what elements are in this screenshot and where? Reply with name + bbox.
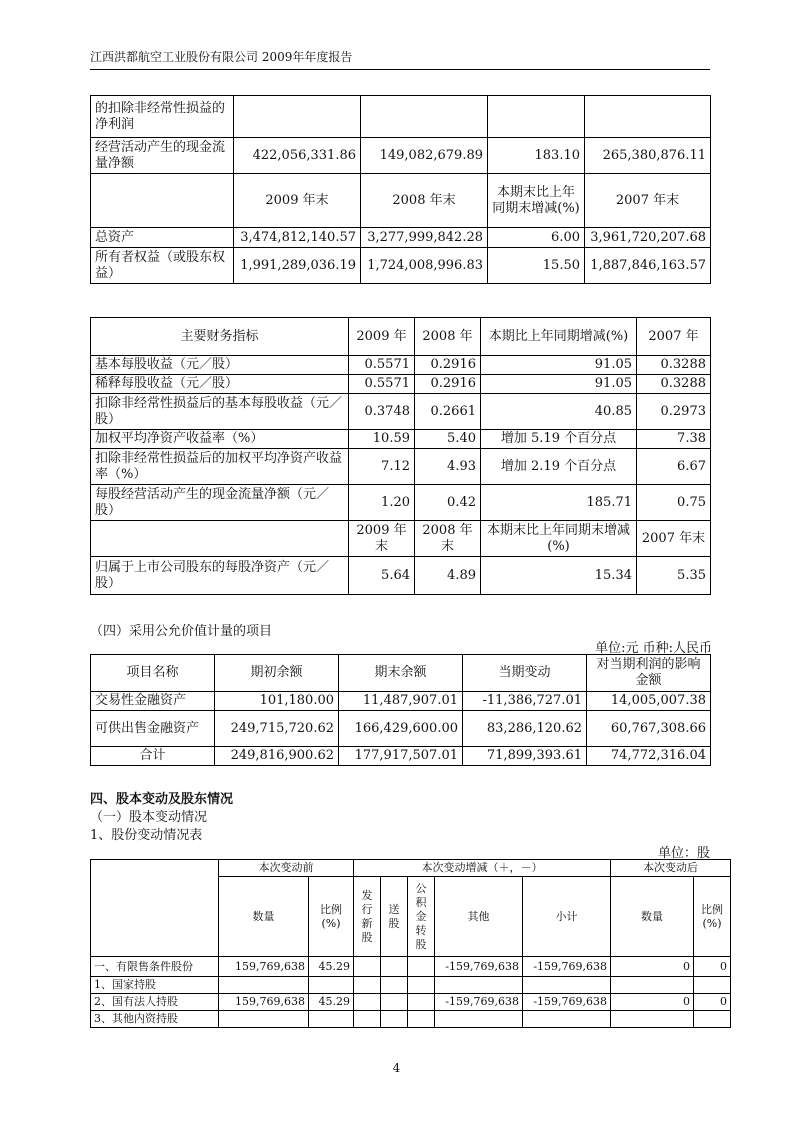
table-cell: -159,769,638: [435, 957, 523, 977]
table-cell: 1,887,846,163.57: [585, 248, 711, 284]
table-cell: 40.85: [481, 394, 637, 430]
table-cell: 0.2916: [415, 356, 481, 375]
table-subheader: [91, 174, 711, 228]
table-cell: [234, 96, 361, 138]
header-cell: 对当期利润的影响金额: [587, 655, 711, 692]
table-cell: [408, 994, 435, 1011]
table-row: [91, 138, 711, 174]
table-cell: 所有者权益（或股东权益）: [91, 248, 234, 284]
header-cell: 期末余额: [339, 655, 463, 692]
table-cell: 归属于上市公司股东的每股净资产（元／股）: [91, 557, 349, 595]
table-cell: 177,917,507.01: [339, 747, 463, 766]
header-cell: 比例(%): [694, 877, 731, 957]
table-cell: [219, 1011, 309, 1028]
header-cell: 2007 年: [637, 318, 711, 356]
header-cell: 比例(%): [309, 877, 354, 957]
table-row: [91, 96, 711, 138]
table-cell: 0.2973: [637, 394, 711, 430]
table-cell: -159,769,638: [523, 994, 611, 1011]
table-row: [91, 692, 711, 711]
table-cell: 扣除非经常性损益后的基本每股收益（元／股）: [91, 394, 349, 430]
table-cell: [354, 994, 381, 1011]
table-cell: 1.20: [349, 485, 415, 521]
table-cell: 71,899,393.61: [463, 747, 587, 766]
table-row: [91, 994, 731, 1011]
header-cell: 发行新股: [354, 877, 381, 957]
table-cell: 74,772,316.04: [587, 747, 711, 766]
table-cell: [435, 977, 523, 994]
table-cell: 6.67: [637, 449, 711, 485]
table-cell: 185.71: [481, 485, 637, 521]
table-cell: 60,767,308.66: [587, 711, 711, 747]
subsection-heading-share-changes: （一）股本变动情况: [90, 810, 208, 825]
table-row: [91, 394, 711, 430]
table-cell: 0.3288: [637, 375, 711, 394]
table-cell: [694, 977, 731, 994]
table-cell: 249,715,720.62: [215, 711, 339, 747]
table-cell: 2008 年末: [361, 174, 488, 228]
table-cell: 149,082,679.89: [361, 138, 488, 174]
table-cell: 45.29: [309, 957, 354, 977]
table-cell: [354, 1011, 381, 1028]
table-cell: 166,429,600.00: [339, 711, 463, 747]
table-cell: 2、国有法人持股: [91, 994, 219, 1011]
table-header: [91, 318, 711, 356]
table-group-header: [91, 860, 731, 877]
table-cell: [91, 521, 349, 557]
table-cell: 本期末比上年同期末增减(%): [481, 521, 637, 557]
table-cell: 增加 5.19 个百分点: [481, 430, 637, 449]
table-row: [91, 977, 731, 994]
table-cell: 0: [694, 957, 731, 977]
table-cell: 0.2916: [415, 375, 481, 394]
table-cell: 0.5571: [349, 375, 415, 394]
table-subheader: [91, 521, 711, 557]
table-cell: -159,769,638: [523, 957, 611, 977]
table-cell: [381, 957, 408, 977]
table-cell: 83,286,120.62: [463, 711, 587, 747]
table-cell: 45.29: [309, 994, 354, 1011]
table-cell: 159,769,638: [219, 957, 309, 977]
table-cell: 6.00: [488, 228, 585, 248]
page-header: 江西洪都航空工业股份有限公司 2009年年度报告: [90, 48, 710, 70]
table-cell: 183.10: [488, 138, 585, 174]
table-cell: [91, 860, 219, 957]
table-cell: [694, 1011, 731, 1028]
table-cell: 7.12: [349, 449, 415, 485]
share-change-table: [90, 859, 731, 1028]
table-row: [91, 228, 711, 248]
table-cell: 10.59: [349, 430, 415, 449]
table-cell: 一、有限售条件股份: [91, 957, 219, 977]
table-cell: [219, 977, 309, 994]
table-cell: 扣除非经常性损益后的加权平均净资产收益率（%）: [91, 449, 349, 485]
table-cell: 总资产: [91, 228, 234, 248]
table-cell: [611, 1011, 694, 1028]
table-cell: 4.89: [415, 557, 481, 595]
table-cell: 7.38: [637, 430, 711, 449]
table-cell: 422,056,331.86: [234, 138, 361, 174]
table-cell: 11,487,907.01: [339, 692, 463, 711]
table-cell: 3,277,999,842.28: [361, 228, 488, 248]
table-cell: 1,724,008,996.83: [361, 248, 488, 284]
table-row: [91, 356, 711, 375]
table-cell: 合计: [91, 747, 215, 766]
subsection-heading-change-table: 1、股份变动情况表: [90, 828, 203, 843]
table-cell: [488, 96, 585, 138]
table-cell: 2007 年末: [585, 174, 711, 228]
header-cell: 项目名称: [91, 655, 215, 692]
table-cell: 0.5571: [349, 356, 415, 375]
table-cell: [435, 1011, 523, 1028]
table-cell: 14,005,007.38: [587, 692, 711, 711]
table-cell: [381, 1011, 408, 1028]
table-cell: 稀释每股收益（元／股）: [91, 375, 349, 394]
table-row: [91, 711, 711, 747]
table-cell: 2009 年末: [349, 521, 415, 557]
header-cell: 公积金转股: [408, 877, 435, 957]
header-cell: 数量: [219, 877, 309, 957]
table-cell: 249,816,900.62: [215, 747, 339, 766]
table-cell: 91.05: [481, 356, 637, 375]
table-cell: -159,769,638: [435, 994, 523, 1011]
table-cell: 0.75: [637, 485, 711, 521]
table-cell: [523, 1011, 611, 1028]
table-cell: -11,386,727.01: [463, 692, 587, 711]
table-row: [91, 248, 711, 284]
table-cell: 0.42: [415, 485, 481, 521]
table-cell: [408, 977, 435, 994]
key-financial-indicators-table: [90, 317, 711, 595]
table-row: [91, 430, 711, 449]
table-row: [91, 1011, 731, 1028]
shares-unit: 单位：股: [657, 846, 710, 861]
section-heading-shares: 四、股本变动及股东情况: [90, 792, 234, 807]
table-cell: 15.50: [488, 248, 585, 284]
table-cell: 265,380,876.11: [585, 138, 711, 174]
table-cell: [354, 977, 381, 994]
table-cell: [361, 96, 488, 138]
table-cell: [408, 957, 435, 977]
table-cell: 可供出售金融资产: [91, 711, 215, 747]
table-cell: [91, 174, 234, 228]
table-cell: 5.64: [349, 557, 415, 595]
table-cell: 0.2661: [415, 394, 481, 430]
table-cell: 2009 年末: [234, 174, 361, 228]
table-cell: 每股经营活动产生的现金流量净额（元／股）: [91, 485, 349, 521]
table-cell: 增加 2.19 个百分点: [481, 449, 637, 485]
fair-value-unit: 单位:元 币种:人民币: [595, 641, 712, 656]
table-cell: 4.93: [415, 449, 481, 485]
table-cell: 经营活动产生的现金流量净额: [91, 138, 234, 174]
table-cell: 0.3288: [637, 356, 711, 375]
table-cell: 101,180.00: [215, 692, 339, 711]
table-cell: [309, 977, 354, 994]
table-cell: 15.34: [481, 557, 637, 595]
table-cell: [523, 977, 611, 994]
table-row: [91, 747, 711, 766]
table-cell: 3,961,720,207.68: [585, 228, 711, 248]
table-cell: 本次变动增减（＋，－）: [354, 860, 611, 877]
table-cell: 3,474,812,140.57: [234, 228, 361, 248]
page-number: 4: [392, 1061, 401, 1075]
fair-value-heading: （四）采用公允价值计量的项目: [90, 624, 273, 639]
header-cell: 期初余额: [215, 655, 339, 692]
header-cell: 数量: [611, 877, 694, 957]
table-row: [91, 449, 711, 485]
table-cell: [381, 977, 408, 994]
table-cell: 0: [611, 957, 694, 977]
header-cell: 主要财务指标: [91, 318, 349, 356]
table-cell: [354, 957, 381, 977]
header-cell: 本期比上年同期增减(%): [481, 318, 637, 356]
table-cell: 加权平均净资产收益率（%）: [91, 430, 349, 449]
table-cell: 159,769,638: [219, 994, 309, 1011]
fair-value-table: [90, 654, 711, 766]
header-cell: 其他: [435, 877, 523, 957]
header-cell: 2009 年: [349, 318, 415, 356]
table-cell: [309, 1011, 354, 1028]
table-cell: 0: [694, 994, 731, 1011]
header-cell: 2008 年: [415, 318, 481, 356]
header-cell: 小计: [523, 877, 611, 957]
table-cell: [611, 977, 694, 994]
table-cell: 本期末比上年同期末增减(%): [488, 174, 585, 228]
table-cell: 1,991,289,036.19: [234, 248, 361, 284]
table-cell: 基本每股收益（元／股）: [91, 356, 349, 375]
table-cell: 的扣除非经常性损益的净利润: [91, 96, 234, 138]
table-row: [91, 485, 711, 521]
table-cell: 0: [611, 994, 694, 1011]
table-header: [91, 655, 711, 692]
table-cell: [408, 1011, 435, 1028]
header-cell: 当期变动: [463, 655, 587, 692]
table-cell: 91.05: [481, 375, 637, 394]
table-cell: [381, 994, 408, 1011]
table-cell: 5.40: [415, 430, 481, 449]
financial-data-table-continued: [90, 95, 711, 284]
table-cell: 2007 年末: [637, 521, 711, 557]
table-row: [91, 957, 731, 977]
table-cell: 0.3748: [349, 394, 415, 430]
table-row: [91, 375, 711, 394]
table-cell: 本次变动前: [219, 860, 354, 877]
table-cell: 本次变动后: [611, 860, 731, 877]
table-cell: 交易性金融资产: [91, 692, 215, 711]
table-cell: [585, 96, 711, 138]
table-row: [91, 557, 711, 595]
table-cell: 5.35: [637, 557, 711, 595]
header-cell: 送股: [381, 877, 408, 957]
table-cell: 1、国家持股: [91, 977, 219, 994]
table-cell: 3、其他内资持股: [91, 1011, 219, 1028]
table-cell: 2008 年末: [415, 521, 481, 557]
